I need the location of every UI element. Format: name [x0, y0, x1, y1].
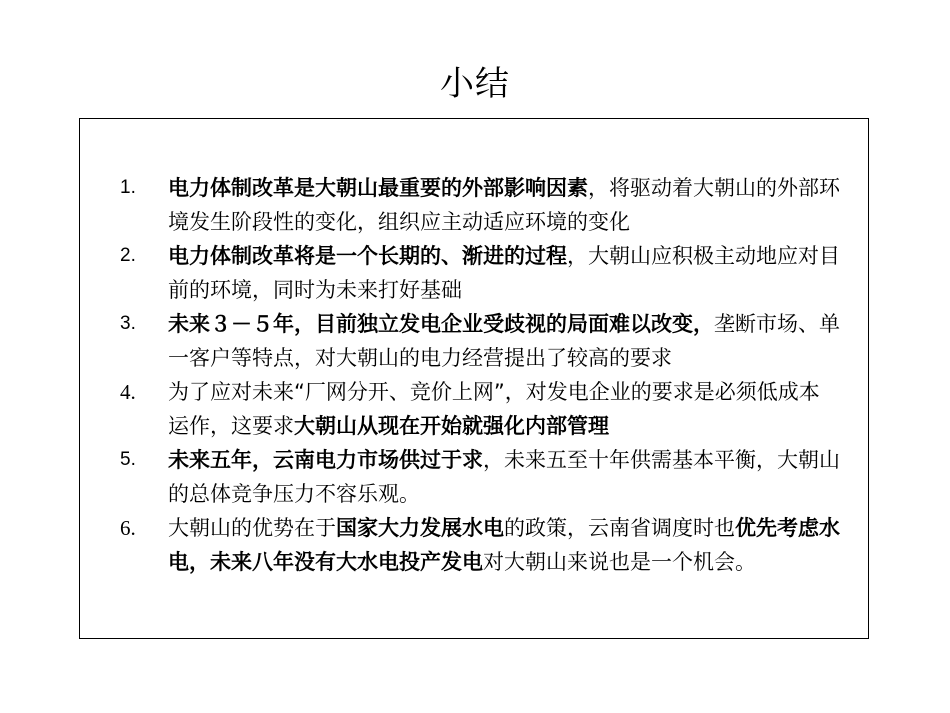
- summary-list: [120, 171, 840, 579]
- item-bold-text: 优先考虑水电，未来八年没有大水电投产发电: [168, 516, 840, 574]
- item-normal-text: ，大朝山应积极主动地应对目前的环境，同时为未来打好基础: [168, 244, 840, 302]
- item-bold-text: 未来３－５年，目前独立发电企业受歧视的局面难以改变，: [168, 312, 714, 336]
- item-text: [168, 443, 840, 511]
- item-number: 1.: [120, 177, 136, 198]
- item-bold-text: 国家大力发展水电: [336, 516, 504, 540]
- item-normal-text: 的政策，云南省调度时也: [504, 516, 735, 540]
- item-text: [168, 171, 840, 239]
- item-normal-text: 大朝山的优势在于: [168, 516, 336, 540]
- list-item: [120, 443, 840, 511]
- item-number: 4.: [120, 380, 136, 404]
- item-normal-text: 为了应对未来“厂网分开、竞价上网”，对发电企业的要求是必须低成本运作，这要求: [168, 380, 820, 438]
- item-normal-text: ，将驱动着大朝山的外部环境发生阶段性的变化，组织应主动适应环境的变化: [168, 176, 840, 234]
- item-normal-text: 对大朝山来说也是一个机会。: [483, 550, 756, 574]
- item-text: [168, 511, 840, 579]
- item-bold-text: 电力体制改革是大朝山最重要的外部影响因素: [168, 176, 588, 200]
- list-item: [120, 375, 840, 443]
- item-bold-text: 电力体制改革将是一个长期的、渐进的过程: [168, 244, 567, 268]
- item-bold-text: 大朝山从现在开始就强化内部管理: [294, 414, 609, 438]
- summary-box: [79, 118, 869, 639]
- item-text: [168, 239, 840, 307]
- item-number: 3.: [120, 313, 136, 334]
- item-bold-text: 未来五年，云南电力市场供过于求: [168, 448, 483, 472]
- item-text: [168, 375, 840, 443]
- item-number: 2.: [120, 245, 136, 266]
- page-title: 小结: [440, 64, 510, 104]
- list-item: [120, 511, 840, 579]
- list-item: [120, 171, 840, 239]
- item-number: 5.: [120, 449, 136, 470]
- item-text: [168, 307, 840, 375]
- list-item: [120, 307, 840, 375]
- item-normal-text: ，未来五至十年供需基本平衡，大朝山的总体竞争压力不容乐观。: [168, 448, 840, 506]
- item-number: 6.: [120, 516, 136, 540]
- item-normal-text: 垄断市场、单一客户等特点，对大朝山的电力经营提出了较高的要求: [168, 312, 840, 370]
- list-item: [120, 239, 840, 307]
